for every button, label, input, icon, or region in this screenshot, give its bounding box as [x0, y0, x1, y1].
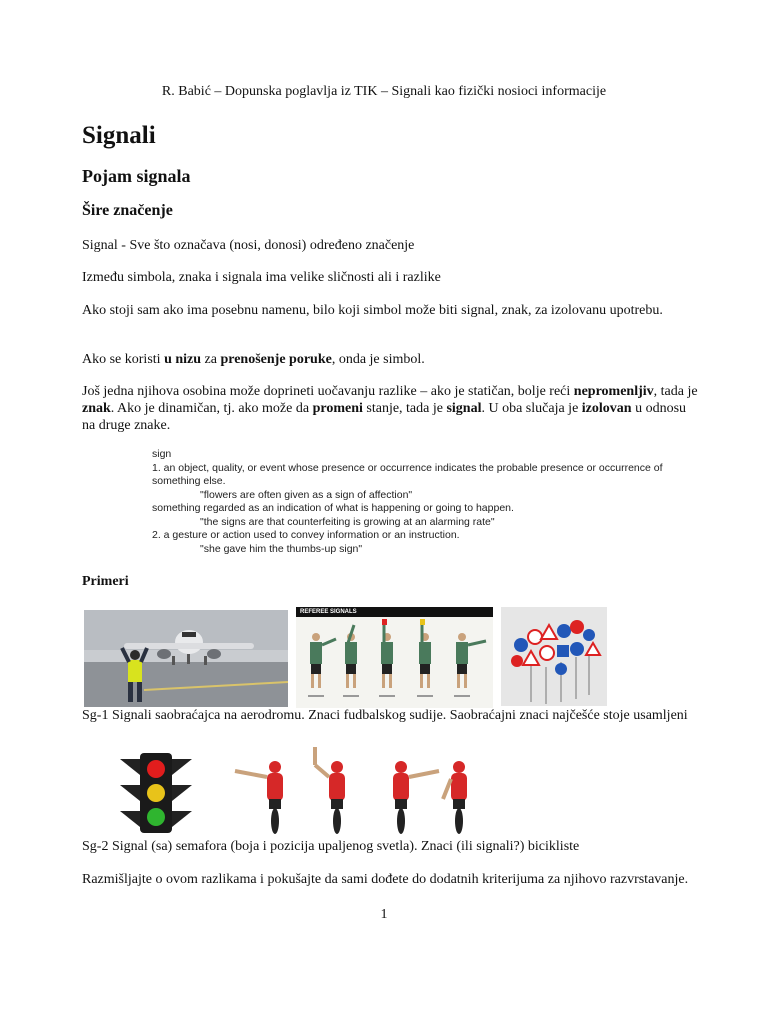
red-light — [147, 760, 165, 778]
traffic-signs-image — [501, 607, 607, 706]
definition-subsense: something regarded as an indication of what is happening or going to happen. — [152, 502, 514, 514]
closing-paragraph: Razmišljajte o ovom razlikama i pokušajte da sami dođete do dodatnih kriterijuma za njihovo razvrstavanje. — [82, 872, 689, 887]
paragraph-definition: Signal - Sve što označava (nosi, donosi) određeno značenje — [82, 238, 415, 253]
paragraph-sequence: Ako se koristi u nizu za prenošenje poruke, onda je simbol. — [82, 352, 425, 367]
cyclist-figure — [235, 747, 467, 834]
definition-sense-2: 2. a gesture or action used to convey information or an instruction. — [152, 529, 460, 541]
caption-figure-2: Sg-2 Signal (sa) semafora (boja i pozicija upaljenog svetla). Znaci (ili signali?) bicikliste — [82, 839, 580, 854]
referee-signals-image — [296, 607, 493, 708]
referee-signals-banner: REFEREE SIGNALS — [296, 607, 493, 617]
section-title: Pojam signala — [82, 166, 191, 186]
definition-example-2: "the signs are that counterfeiting is growing at an alarming rate" — [200, 515, 495, 528]
definition-word: sign — [152, 448, 172, 460]
page-number: 1 — [380, 907, 388, 922]
referee-figure — [310, 619, 486, 688]
examples-heading: Primeri — [82, 574, 129, 589]
caption-figure-1: Sg-1 Signali saobraćajca na aerodromu. Znaci fudbalskog sudije. Saobraćajni znaci najčešće stoje usamljeni — [82, 708, 688, 723]
paragraph-static-dynamic: Još jedna njihova osobina može doprineti uočavanju razlike – ako je statičan, bolje reći nepromenljiv, tada je znak. Ako je dinamičan, tj. ako može da promeni stanje, tada je signal. U oba slučaja je izolovan u odnosu na druge znake. — [82, 384, 698, 433]
traffic-light-image — [120, 753, 192, 833]
definition-example-1: "flowers are often given as a sign of affection" — [200, 488, 413, 501]
page-header: R. Babić – Dopunska poglavlja iz TIK – Signali kao fizički nosioci informacije — [161, 84, 607, 99]
definition-example-3: "she gave him the thumbs-up sign" — [200, 542, 363, 555]
paragraph-isolated: Ako stoji sam ako ima posebnu namenu, bilo koji simbol može biti signal, znak, za izolovanu upotrebu. — [82, 303, 663, 318]
page-title: Signali — [82, 122, 156, 149]
cyclist-signals-image — [231, 743, 476, 835]
subsection-title: Šire značenje — [82, 202, 173, 219]
yellow-light — [147, 784, 165, 802]
airport-marshaller-image — [84, 610, 288, 707]
green-light — [147, 808, 165, 826]
paragraph-similarity: Između simbola, znaka i signala ima velike sličnosti ali i razlike — [82, 270, 441, 285]
definition-sense-1: 1. an object, quality, or event whose presence or occurrence indicates the probable presence or occurrence of something else. — [152, 461, 663, 487]
dictionary-definition — [152, 448, 712, 556]
